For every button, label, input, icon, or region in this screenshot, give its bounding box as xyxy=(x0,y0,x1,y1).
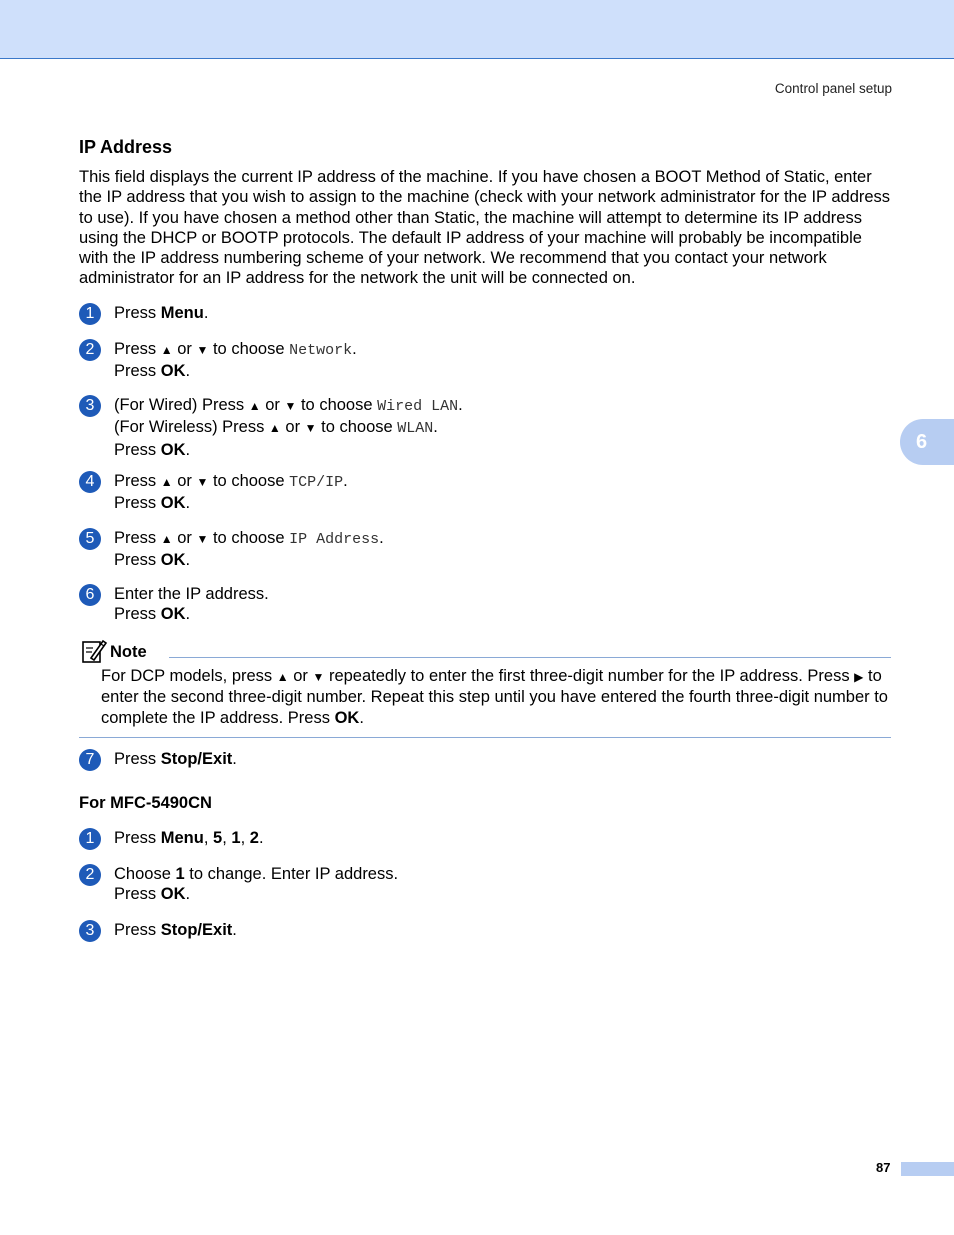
step-text: (For Wired) Press ▲ or ▼ to choose Wired LAN. (For Wireless) Press ▲ or ▼ to choose WLAN. Press OK. xyxy=(114,396,463,459)
up-arrow-icon: ▲ xyxy=(160,475,173,489)
chapter-tab: 6 xyxy=(900,419,954,465)
step-number: 6 xyxy=(79,584,101,606)
down-arrow-icon: ▼ xyxy=(304,421,317,436)
up-arrow-icon: ▲ xyxy=(276,670,289,684)
footer-band xyxy=(901,1162,954,1176)
step-text: Press Menu, 5, 1, 2. xyxy=(114,829,264,847)
step-number: 3 xyxy=(79,920,101,942)
running-header: Control panel setup xyxy=(774,81,892,96)
right-arrow-icon: ▶ xyxy=(854,670,864,684)
mfc-subtitle: For MFC-5490CN xyxy=(79,794,212,812)
step-number: 3 xyxy=(79,395,101,417)
step-number: 1 xyxy=(79,828,101,850)
up-arrow-icon: ▲ xyxy=(248,399,261,413)
up-arrow-icon: ▲ xyxy=(160,343,173,357)
step-number: 1 xyxy=(79,303,101,325)
header-band xyxy=(0,0,954,59)
step-text: Press ▲ or ▼ to choose Network. Press OK. xyxy=(114,340,357,381)
step-text: Enter the IP address. Press OK. xyxy=(114,585,269,624)
step-number: 7 xyxy=(79,749,101,771)
down-arrow-icon: ▼ xyxy=(196,532,209,546)
down-arrow-icon: ▼ xyxy=(284,399,297,413)
section-title: IP Address xyxy=(79,137,173,157)
up-arrow-icon: ▲ xyxy=(268,421,281,436)
down-arrow-icon: ▼ xyxy=(196,343,209,357)
step-number: 5 xyxy=(79,528,101,550)
step-number: 2 xyxy=(79,339,101,361)
step-number: 2 xyxy=(79,864,101,886)
note-divider xyxy=(169,657,891,658)
page-number: 87 xyxy=(876,1160,891,1175)
step-text: Press Stop/Exit. xyxy=(114,750,237,768)
step-text: Press Stop/Exit. xyxy=(114,921,237,939)
step-number: 4 xyxy=(79,471,101,493)
note-divider-bottom xyxy=(79,737,891,738)
note-text: For DCP models, press ▲ or ▼ repeatedly to enter the first three-digit number for the IP address. Press ▶ to enter the second three-digit number. Repeat this step until you have entered the fourth three-digit number to complete the IP address. Press OK. xyxy=(101,667,888,727)
step-text: Press ▲ or ▼ to choose TCP/IP. Press OK. xyxy=(114,472,348,513)
down-arrow-icon: ▼ xyxy=(196,475,209,489)
note-label: Note xyxy=(110,643,147,661)
down-arrow-icon: ▼ xyxy=(312,670,325,684)
note-pencil-icon xyxy=(81,638,107,664)
intro-paragraph: This field displays the current IP address of the machine. If you have chosen a BOOT Method of Static, enter the IP address that you wish to assign to the machine (check with your network administrator for the IP address to use). If you have chosen a method other than Static, the machine will attempt to determine its IP address using the DHCP or BOOTP protocols. The default IP address of your machine will probably be incompatible with the IP address numbering scheme of your network. We recommend that you contact your network administrator for an IP address for the network the unit will be connected on. xyxy=(79,168,891,288)
step-text: Press Menu. xyxy=(114,304,209,322)
step-text: Press ▲ or ▼ to choose IP Address. Press OK. xyxy=(114,529,384,570)
note-header xyxy=(79,638,891,664)
step-text: Choose 1 to change. Enter IP address. Press OK. xyxy=(114,865,399,904)
up-arrow-icon: ▲ xyxy=(160,532,173,546)
